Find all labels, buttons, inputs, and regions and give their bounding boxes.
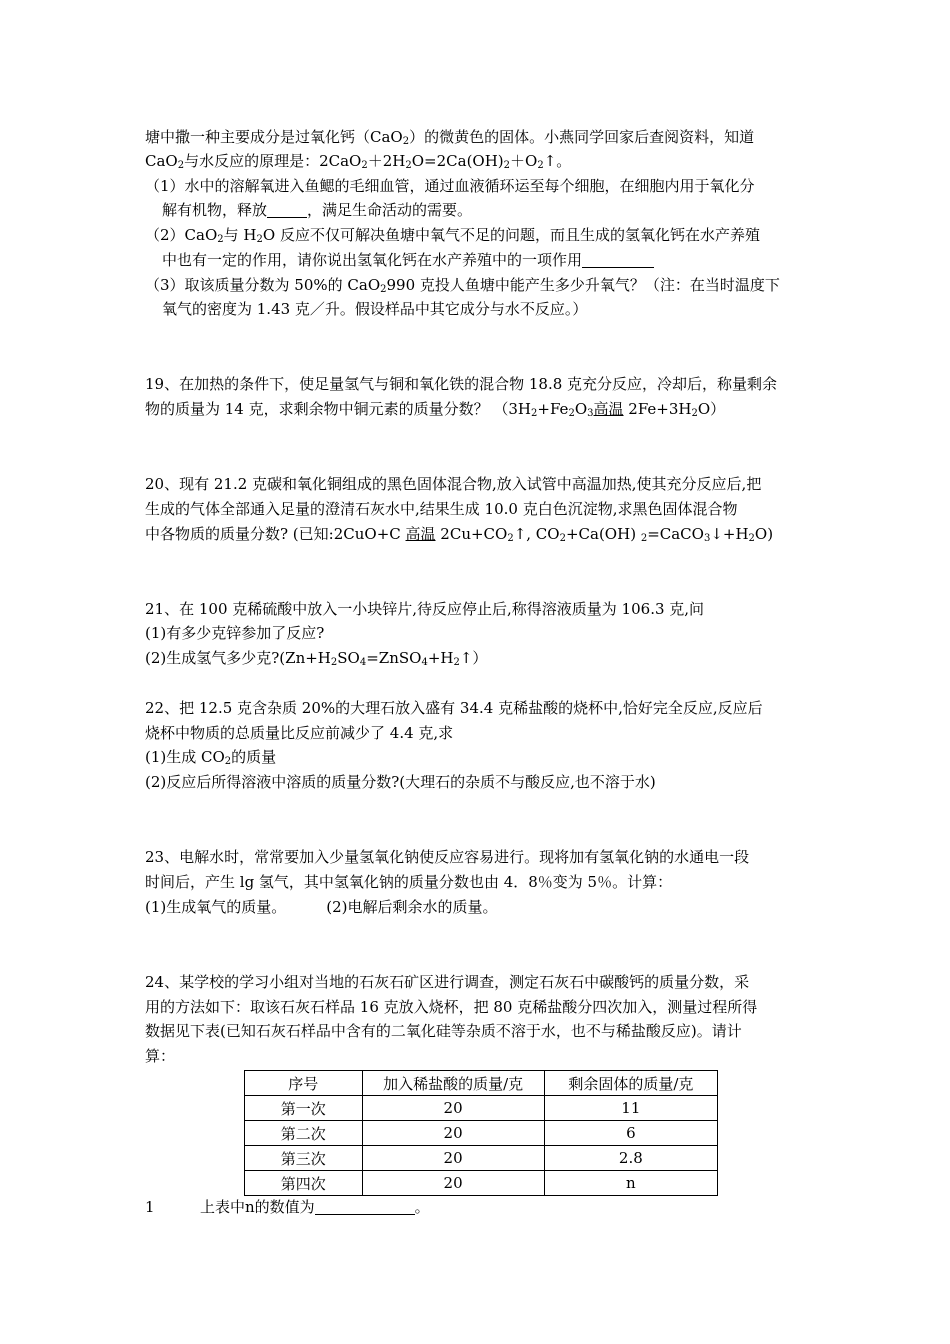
table-cell: 6 — [544, 1121, 717, 1146]
q18-part1-line1: （1）水中的溶解氧进入鱼鳃的毛细血管，通过血液循环运至每个细胞，在细胞内用于氧化分 — [145, 177, 755, 195]
q19-line-1: 19、在加热的条件下，使足量氢气与铜和氧化铁的混合物 18.8 克充分反应，冷却后，称量剩余 — [145, 375, 778, 393]
table-header-cell: 序号 — [245, 1071, 363, 1096]
q23-line-3: (1)生成氧气的质量。 (2)电解后剩余水的质量。 — [145, 898, 498, 916]
q21-line-3: (2)生成氢气多少克$?(Zn+H_2SO_4=ZnSO_4+H_2↑)$ — [145, 649, 488, 668]
q23-line-1: 23、电解水时，常常要加入少量氢氧化钠使反应容易进行。现将加有氢氧化钠的水通电一段 — [145, 848, 750, 866]
q23-line-2: 时间后，产生 lg 氢气，其中氢氧化钠的质量分数也由 4．8％变为 5％。计算： — [145, 873, 673, 891]
q21-line-1: 21、在 100 克稀硫酸中放入一小块锌片,待反应停止后,称得溶液质量为 106.3 克,问 — [145, 600, 705, 618]
q24-line-2: 用的方法如下：取该石灰石样品 16 克放入烧杯，把 80 克稀盐酸分四次加入，测量过程所得 — [145, 998, 758, 1016]
q22-line-4: (2)反应后所得溶液中溶质的质量分数?(大理石的杂质不与酸反应,也不溶于水) — [145, 773, 656, 791]
table-cell: 20 — [362, 1171, 544, 1196]
table-cell: 第二次 — [245, 1121, 363, 1146]
intro-line-2: CaO$_2$与水反应的原理是：$2CaO_2+2H_2O=2Ca(OH)_2+O_2↑$。 — [145, 152, 572, 171]
table-cell: 20 — [362, 1096, 544, 1121]
table-row — [245, 1096, 718, 1121]
q22-line-3: (1)生成 $CO_2$的质量 — [145, 748, 277, 767]
table-cell: 第三次 — [245, 1146, 363, 1171]
q20-line-3: 中各物质的质量分数? (已知:2CuO+C 高温 $2Cu+CO_2↑$, $CO_2+Ca(OH)$ $_2=CaCO_3↓+H_2O$) — [145, 525, 774, 544]
table-header-cell: 剩余固体的质量/克 — [544, 1071, 717, 1096]
q24-sub-question: 上表中n的数值为 。 — [200, 1198, 430, 1216]
table-cell: 第四次 — [245, 1171, 363, 1196]
data-table — [244, 1070, 718, 1196]
table-cell: n — [544, 1171, 717, 1196]
answer-blank[interactable] — [315, 1199, 415, 1215]
q24-line-3: 数据见下表(已知石灰石样品中含有的二氧化硅等杂质不溶于水，也不与稀盐酸反应)。请计 — [145, 1022, 742, 1040]
q19-line-2: 物的质量为 14 克，求剩余物中铜元素的质量分数？ （$3H_2+Fe_2O_3$高温 $2Fe+3H_2O$） — [145, 400, 726, 419]
q24-line-4: 算： — [145, 1047, 176, 1065]
q18-part1-line2: 解有机物，释放 ，满足生命活动的需要。 — [162, 201, 473, 219]
answer-blank[interactable] — [267, 202, 307, 218]
q18-part3-line1: （3）取该质量分数为 50%的 CaO$_2$990 克投人鱼塘中能产生多少升氧气？（注：在当时温度下 — [145, 276, 780, 295]
q20-line-1: 20、现有 21.2 克碳和氧化铜组成的黑色固体混合物,放入试管中高温加热,使其充分反应后,把 — [145, 475, 762, 493]
q24-line-1: 24、某学校的学习小组对当地的石灰石矿区进行调查，测定石灰石中碳酸钙的质量分数，采 — [145, 973, 750, 991]
q22-line-2: 烧杯中物质的总质量比反应前减少了 4.4 克,求 — [145, 724, 454, 742]
table-cell: 20 — [362, 1146, 544, 1171]
table-row — [245, 1121, 718, 1146]
q18-part2-line1: （2）CaO$_2$与 $H_2O$ 反应不仅可解决鱼塘中氧气不足的问题，而且生成的氢氧化钙在水产养殖 — [145, 226, 760, 245]
table-cell: 2.8 — [544, 1146, 717, 1171]
q22-line-1: 22、把 12.5 克含杂质 20%的大理石放入盛有 34.4 克稀盐酸的烧杯中,恰好完全反应,反应后 — [145, 699, 763, 717]
table-header-row — [245, 1071, 718, 1096]
answer-blank[interactable] — [582, 252, 654, 268]
q18-part3-line2: 氧气的密度为 1.43 克／升。假设样品中其它成分与水不反应。） — [162, 300, 588, 318]
table-row — [245, 1146, 718, 1171]
table-cell: 第一次 — [245, 1096, 363, 1121]
table-cell: 11 — [544, 1096, 717, 1121]
q20-line-2: 生成的气体全部通入足量的澄清石灰水中,结果生成 10.0 克白色沉淀物,求黑色固体混合物 — [145, 500, 738, 518]
q18-part2-line2: 中也有一定的作用，请你说出氢氧化钙在水产养殖中的一项作用 — [162, 249, 654, 271]
table-row — [245, 1171, 718, 1196]
q21-line-2: (1)有多少克锌参加了反应? — [145, 624, 325, 642]
intro-line-1: 塘中撒一种主要成分是过氧化钙（CaO$_2$）的微黄色的固体。小燕同学回家后查阅资料，知道 — [145, 128, 755, 147]
q24-sub-question-number: 1 — [145, 1198, 155, 1216]
table-cell: 20 — [362, 1121, 544, 1146]
table-header-cell: 加入稀盐酸的质量/克 — [362, 1071, 544, 1096]
